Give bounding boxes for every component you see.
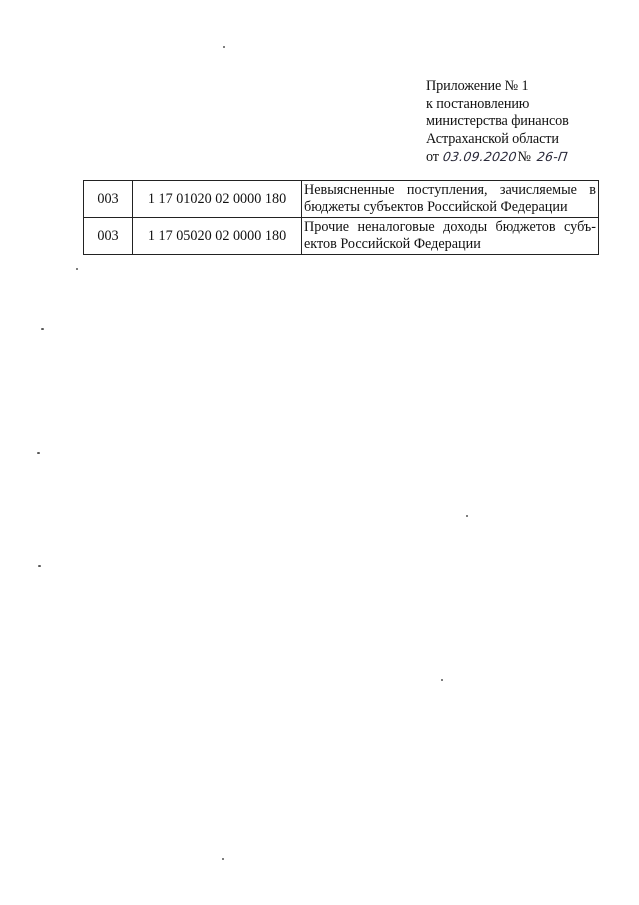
date-prefix: от [426, 149, 439, 166]
scan-speck [466, 515, 468, 517]
income-name-cell: Невыясненные поступления, зачисляемые в бюджеты субъектов Российской Федерации [302, 181, 599, 218]
table-row [84, 218, 599, 255]
handwritten-number: 26-П [535, 149, 569, 165]
scan-speck [41, 328, 44, 330]
budget-code-cell: 1 17 01020 02 0000 180 [133, 181, 302, 218]
budget-code-cell: 1 17 05020 02 0000 180 [133, 218, 302, 255]
scan-speck [38, 565, 41, 567]
table-row [84, 181, 599, 218]
scan-speck [222, 858, 224, 860]
scan-speck [223, 46, 225, 48]
handwritten-date: 03.09.2020 [441, 149, 518, 165]
appendix-resolution-line: к постановлению [426, 95, 530, 112]
appendix-header [426, 78, 626, 167]
budget-codes-table [83, 180, 599, 255]
appendix-region-line: Астраханской области [426, 130, 559, 147]
number-sign: № [517, 149, 531, 166]
appendix-title: Приложение № 1 [426, 78, 529, 94]
admin-code-cell: 003 [84, 218, 133, 255]
scan-speck [37, 452, 40, 454]
admin-code-cell: 003 [84, 181, 133, 218]
scan-speck [76, 268, 78, 270]
appendix-date-line [426, 148, 626, 167]
appendix-ministry-line: министерства финансов [426, 113, 569, 130]
scan-speck [441, 679, 443, 681]
income-name-cell: Прочие неналоговые доходы бюджетов субъ-ектов Российской Федерации [302, 218, 599, 255]
